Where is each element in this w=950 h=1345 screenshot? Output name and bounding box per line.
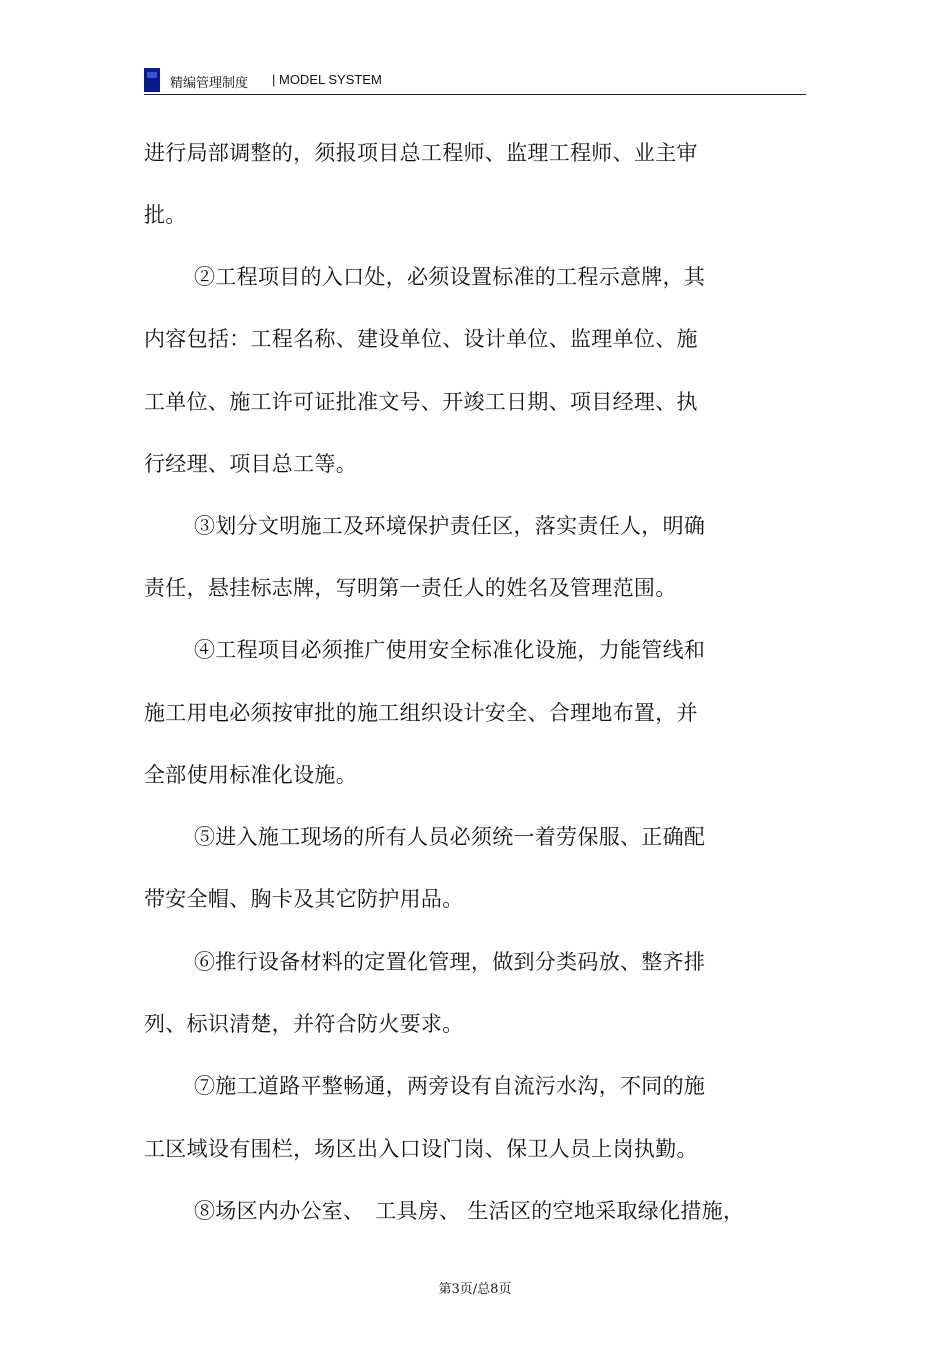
text-line: 批。 bbox=[144, 203, 187, 227]
text-line: 责任，悬挂标志牌，写明第一责任人的姓名及管理范围。 bbox=[144, 576, 677, 600]
paragraph-6-start: ⑥推行设备材料的定置化管理，做到分类码放、整齐排 bbox=[194, 950, 706, 974]
text-line: 施工用电必须按审批的施工组织设计安全、合理地布置，并 bbox=[144, 701, 698, 725]
text-line: 工单位、施工许可证批准文号、开竣工日期、项目经理、执 bbox=[144, 390, 698, 414]
text-line: 全部使用标准化设施。 bbox=[144, 763, 357, 787]
text-line: 工区域设有围栏，场区出入口设门岗、保卫人员上岗执勤。 bbox=[144, 1137, 698, 1161]
page-footer bbox=[0, 1278, 950, 1297]
header-system-label: | MODEL SYSTEM bbox=[272, 72, 382, 87]
text-line: 列、标识清楚，并符合防火要求。 bbox=[144, 1012, 464, 1036]
page-indicator: 第3页/总8页 bbox=[438, 1282, 512, 1297]
paragraph-5-start: ⑤进入施工现场的所有人员必须统一着劳保服、正确配 bbox=[194, 825, 706, 849]
text-line: 带安全帽、胸卡及其它防护用品。 bbox=[144, 887, 464, 911]
paragraph-2-start: ②工程项目的入口处，必须设置标准的工程示意牌，其 bbox=[194, 265, 706, 289]
header-title: 精编管理制度 bbox=[170, 76, 249, 91]
text-line: 进行局部调整的，须报项目总工程师、监理工程师、业主审 bbox=[144, 141, 698, 165]
page-header bbox=[144, 66, 806, 95]
paragraph-7-start: ⑦施工道路平整畅通，两旁设有自流污水沟，不同的施 bbox=[194, 1074, 706, 1098]
paragraph-4-start: ④工程项目必须推广使用安全标准化设施，力能管线和 bbox=[194, 638, 706, 662]
text-line: 内容包括：工程名称、建设单位、设计单位、监理单位、施 bbox=[144, 327, 698, 351]
text-line: 行经理、项目总工等。 bbox=[144, 452, 357, 476]
paragraph-8-start: ⑧场区内办公室、 工具房、 生活区的空地采取绿化措施， bbox=[194, 1199, 745, 1223]
logo-icon bbox=[144, 68, 160, 92]
paragraph-3-start: ③划分文明施工及环境保护责任区，落实责任人，明确 bbox=[194, 514, 706, 538]
